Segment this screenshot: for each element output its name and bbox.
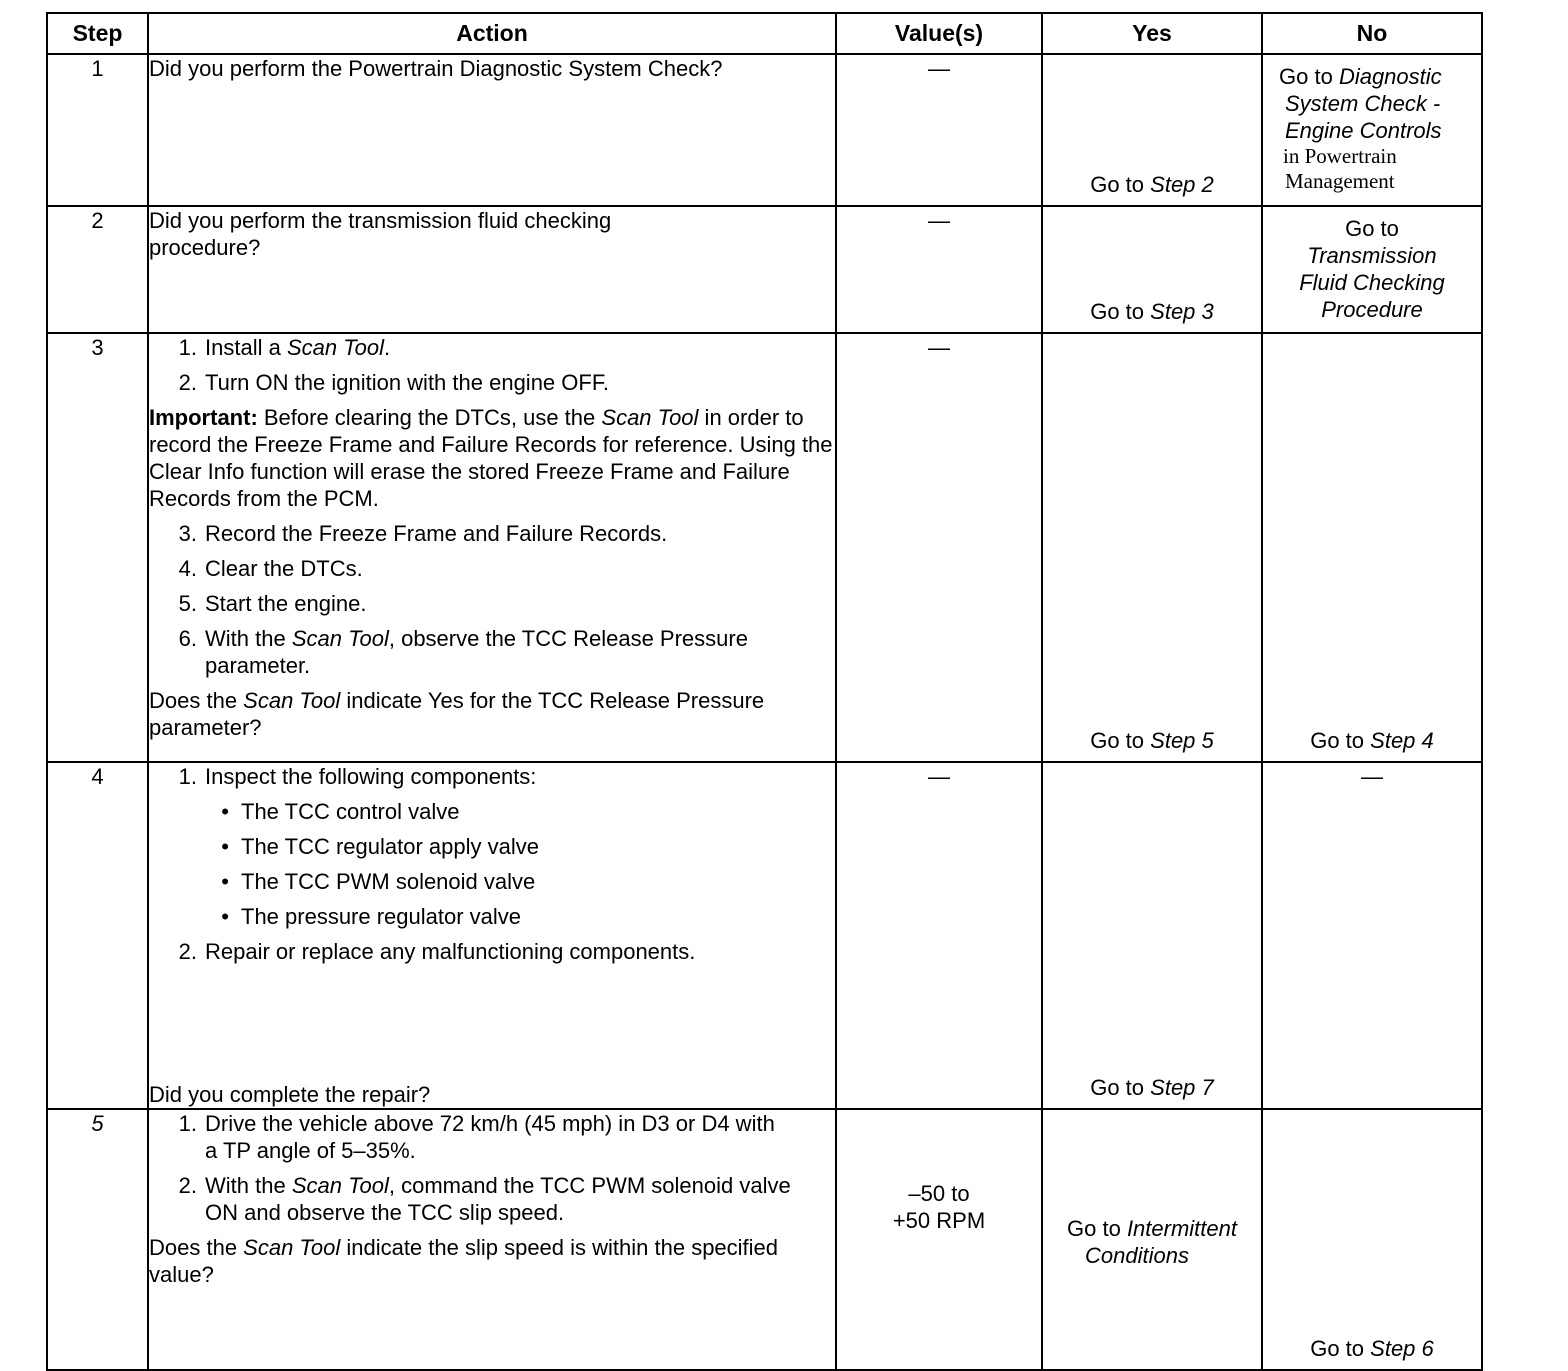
no-ref-line-3[interactable]: Engine Controls	[1285, 118, 1442, 143]
value-cell	[836, 1109, 1042, 1370]
action-cell	[148, 333, 836, 762]
go-to-label: Go to	[1067, 1216, 1121, 1241]
go-to-label: Go to	[1345, 216, 1399, 241]
scan-tool-ref: Scan Tool	[291, 1173, 389, 1198]
question-part: Does the	[149, 1235, 244, 1260]
no-goto[interactable]	[1263, 55, 1481, 194]
header-no: No	[1262, 13, 1482, 54]
scan-tool-ref: Scan Tool	[243, 1235, 341, 1260]
item-text: Start the engine.	[205, 591, 367, 616]
value-cell: —	[836, 54, 1042, 206]
yes-goto[interactable]	[1043, 727, 1261, 754]
no-ref-line-2[interactable]: Fluid Checking	[1299, 270, 1445, 295]
item-text: Record the Freeze Frame and Failure Records.	[205, 521, 668, 546]
table-row-step-4	[47, 762, 1482, 1109]
yes-goto[interactable]	[1043, 1215, 1261, 1269]
bullet-text: The TCC control valve	[241, 799, 460, 824]
list-item: 2. Turn ON the ignition with the engine OFF.	[149, 369, 835, 396]
step-number: 1	[47, 54, 148, 206]
yes-cell	[1042, 206, 1262, 333]
important-note	[149, 404, 835, 512]
question-text: Did you complete the repair?	[149, 1082, 431, 1107]
item-text: , command the TCC PWM solenoid valve ON and observe the TCC slip speed.	[205, 1173, 791, 1225]
note-text: Before clearing the DTCs, use the	[257, 405, 602, 430]
no-goto[interactable]	[1263, 207, 1481, 323]
list-item: 5. Start the engine.	[149, 590, 835, 617]
go-to-label: Go to	[1090, 172, 1145, 197]
scan-tool-ref: Scan Tool	[286, 335, 384, 360]
go-to-label: Go to	[1279, 64, 1333, 89]
note-text: in order to record the Freeze Frame and Failure Records for reference. Using the Clear Info function will erase the stored Freeze Frame and Failure Records from the PCM.	[149, 405, 833, 511]
item-text: Turn ON the ignition with the engine OFF.	[205, 370, 609, 395]
bullet-text: The TCC regulator apply valve	[241, 834, 539, 859]
question-text	[149, 1234, 799, 1288]
no-step-link[interactable]: Step 4	[1370, 728, 1434, 753]
table-row-step-5	[47, 1109, 1482, 1370]
step-number: 2	[47, 206, 148, 333]
bullet-item: • The TCC PWM solenoid valve	[221, 869, 536, 894]
no-ref-line-1[interactable]: Diagnostic	[1338, 64, 1442, 89]
yes-step-link[interactable]: Step 3	[1150, 299, 1214, 324]
value-line-2: +50 RPM	[892, 1208, 986, 1233]
header-values: Value(s)	[836, 13, 1042, 54]
header-row	[47, 13, 1482, 54]
yes-cell	[1042, 333, 1262, 762]
list-item: 1. Inspect the following components:	[149, 763, 835, 790]
item-text: .	[383, 335, 391, 360]
yes-goto[interactable]	[1043, 298, 1261, 325]
item-text: With the	[205, 626, 292, 651]
no-cell	[1262, 206, 1482, 333]
list-item: 1. Install a Scan Tool.	[178, 335, 391, 360]
yes-step-link[interactable]: Step 2	[1150, 172, 1214, 197]
bullet-text: The pressure regulator valve	[241, 904, 522, 929]
diagnostic-table	[46, 12, 1483, 1371]
no-cell	[1262, 54, 1482, 206]
action-cell	[148, 1109, 836, 1370]
go-to-label: Go to	[1090, 299, 1145, 324]
yes-cell	[1042, 54, 1262, 206]
yes-cell	[1042, 762, 1262, 1109]
header-action: Action	[148, 13, 836, 54]
table-row-step-1	[47, 54, 1482, 206]
no-ref-line-2[interactable]: System Check -	[1285, 91, 1441, 116]
yes-goto[interactable]	[1043, 171, 1261, 198]
go-to-label: Go to	[1310, 1336, 1365, 1361]
item-text: Install a	[205, 335, 287, 360]
question-part: Does the	[149, 688, 244, 713]
bullet-item: • The pressure regulator valve	[221, 904, 522, 929]
question-text	[149, 687, 789, 741]
no-ref-line-3[interactable]: Procedure	[1321, 297, 1423, 322]
action-cell	[148, 54, 836, 206]
table-row-step-3	[47, 333, 1482, 762]
question-text: Did you perform the transmission fluid checking procedure?	[149, 208, 612, 260]
list-item: 2. With the Scan Tool, command the TCC PWM solenoid valve ON and observe the TCC slip speed.	[178, 1173, 791, 1225]
bullet-item: • The TCC control valve	[221, 799, 460, 824]
yes-goto[interactable]	[1043, 1074, 1261, 1101]
header-yes: Yes	[1042, 13, 1262, 54]
step-number: 3	[47, 333, 148, 762]
list-item: 2. Repair or replace any malfunctioning components.	[149, 938, 835, 965]
no-goto[interactable]	[1263, 1335, 1481, 1362]
no-note-line-2: Management	[1285, 169, 1395, 193]
no-ref-line-1[interactable]: Transmission	[1307, 243, 1437, 268]
step-number: 4	[47, 762, 148, 1109]
go-to-label: Go to	[1090, 728, 1145, 753]
list-item: 1. Drive the vehicle above 72 km/h (45 mph) in D3 or D4 with a TP angle of 5–35%.	[149, 1110, 835, 1164]
no-goto[interactable]	[1263, 727, 1481, 754]
yes-ref-line-2[interactable]: Conditions	[1085, 1243, 1189, 1268]
scan-tool-ref: Scan Tool	[243, 688, 341, 713]
yes-step-link[interactable]: Step 5	[1150, 728, 1214, 753]
action-content	[149, 763, 835, 1108]
item-text: Inspect the following components:	[205, 764, 537, 789]
item-text: Clear the DTCs.	[205, 556, 363, 581]
list-item: 4. Clear the DTCs.	[149, 555, 835, 582]
value-line-1: –50 to	[908, 1181, 970, 1206]
scan-tool-ref: Scan Tool	[291, 626, 389, 651]
scan-tool-ref: Scan Tool	[601, 405, 699, 430]
no-step-link[interactable]: Step 6	[1370, 1336, 1434, 1361]
question-text: Did you perform the Powertrain Diagnostic System Check?	[149, 56, 723, 81]
no-cell	[1262, 1109, 1482, 1370]
list-item: 3. Record the Freeze Frame and Failure Records.	[149, 520, 835, 547]
yes-cell	[1042, 1109, 1262, 1370]
item-text: Drive the vehicle above 72 km/h (45 mph) in D3 or D4 with a TP angle of 5–35%.	[205, 1111, 775, 1163]
list-item: 6. With the Scan Tool, observe the TCC Release Pressure parameter.	[178, 626, 748, 678]
question-part: indicate the slip speed is within the specified value?	[149, 1235, 779, 1287]
go-to-label: Go to	[1090, 1075, 1145, 1100]
important-label: Important:	[149, 405, 258, 430]
go-to-label: Go to	[1310, 728, 1365, 753]
action-cell	[148, 762, 836, 1109]
bullet-text: The TCC PWM solenoid valve	[241, 869, 536, 894]
header-step: Step	[47, 13, 148, 54]
no-cell: —	[1262, 762, 1482, 1109]
table-row-step-2	[47, 206, 1482, 333]
yes-ref-line-1[interactable]: Intermittent	[1126, 1216, 1237, 1241]
bullet-item: • The TCC regulator apply valve	[221, 834, 539, 859]
item-text: With the	[205, 1173, 292, 1198]
value-cell: —	[836, 333, 1042, 762]
value-cell: —	[836, 206, 1042, 333]
no-note-line-1: in Powertrain	[1283, 144, 1397, 168]
item-text: , observe the TCC Release Pressure parameter.	[205, 626, 748, 678]
step-number: 5	[47, 1109, 148, 1370]
item-text: Repair or replace any malfunctioning components.	[205, 939, 696, 964]
value-cell: —	[836, 762, 1042, 1109]
question-part: indicate Yes for the TCC Release Pressure parameter?	[149, 688, 765, 740]
yes-step-link[interactable]: Step 7	[1150, 1075, 1214, 1100]
action-cell	[148, 206, 836, 333]
no-cell	[1262, 333, 1482, 762]
